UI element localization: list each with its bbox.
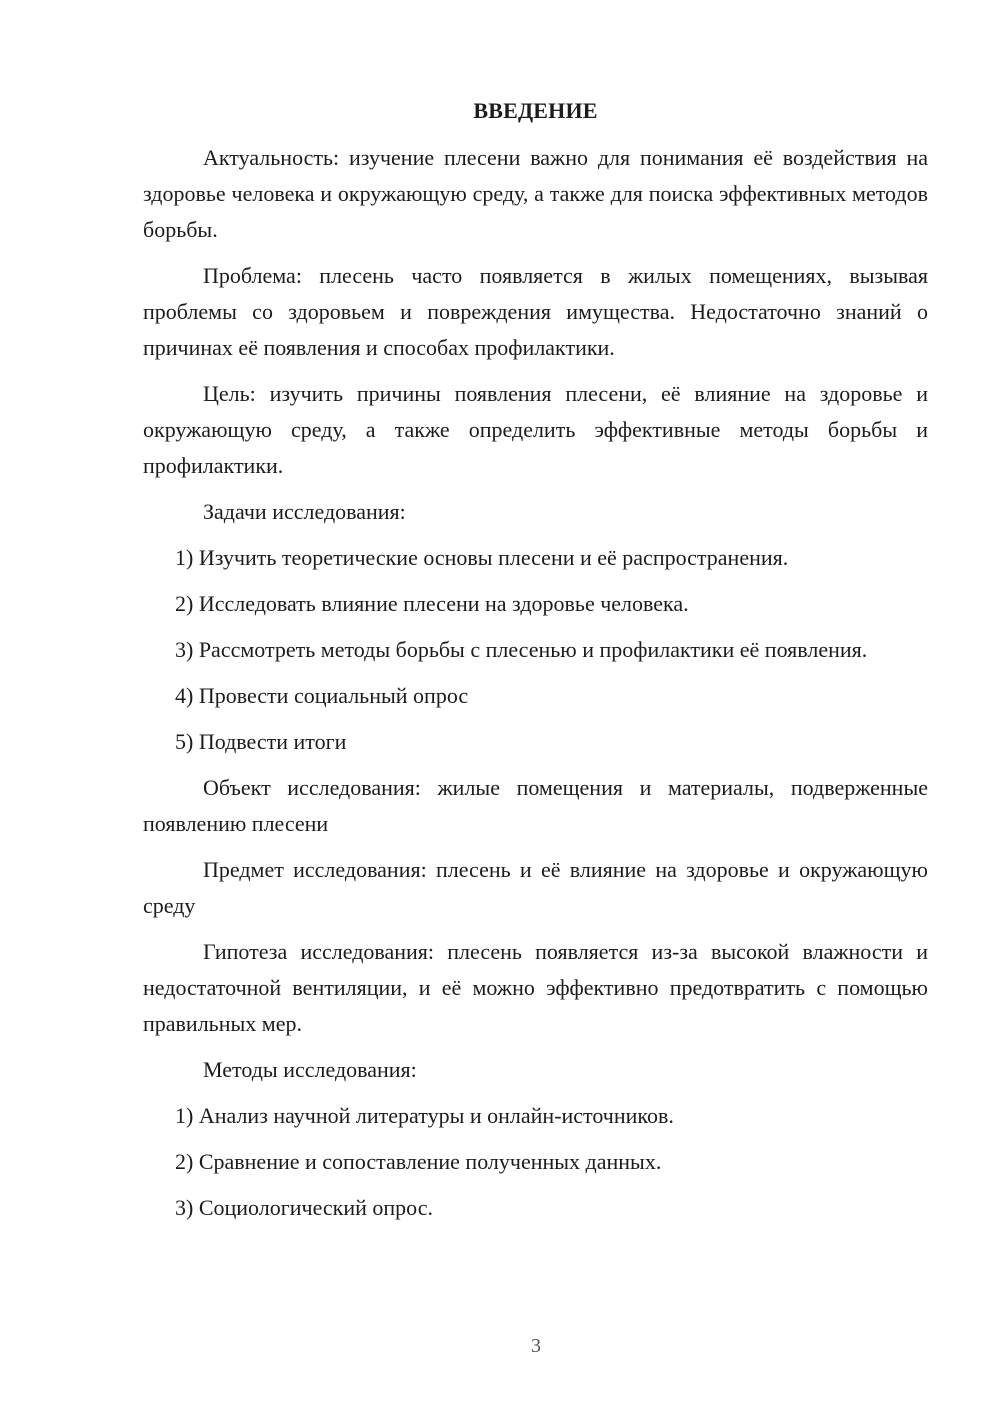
paragraph-object: Объект исследования: жилые помещения и материалы, подверженные появлению плесени	[143, 775, 928, 836]
section-title: ВВЕДЕНИЕ	[473, 98, 598, 123]
task-item-4: 4) Провести социальный опрос	[175, 683, 469, 708]
method-item-3: 3) Социологический опрос.	[175, 1195, 433, 1220]
task-item-3: 3) Рассмотреть методы борьбы с плесенью и профилактики её появления.	[175, 637, 868, 662]
method-item-1: 1) Анализ научной литературы и онлайн-источников.	[175, 1103, 674, 1128]
paragraph-tasks-heading: Задачи исследования:	[203, 499, 406, 524]
task-item-5: 5) Подвести итоги	[175, 729, 347, 754]
paragraph-subject: Предмет исследования: плесень и её влияние на здоровье и окружающую среду	[143, 857, 928, 918]
page-number: 3	[531, 1335, 541, 1357]
paragraph-methods-heading: Методы исследования:	[203, 1057, 417, 1082]
task-item-1: 1) Изучить теоретические основы плесени и её распространения.	[175, 545, 789, 570]
paragraph-problem: Проблема: плесень часто появляется в жилых помещениях, вызывая проблемы со здоровьем и повреждения имущества. Недостаточно знаний о причинах её появления и способах профилактики.	[143, 263, 928, 360]
page-content	[143, 96, 928, 1236]
paragraph-hypothesis: Гипотеза исследования: плесень появляется из-за высокой влажности и недостаточной вентиляции, и её можно эффективно предотвратить с помощью правильных мер.	[143, 939, 928, 1036]
method-item-2: 2) Сравнение и сопоставление полученных данных.	[175, 1149, 662, 1174]
task-item-2: 2) Исследовать влияние плесени на здоровье человека.	[175, 591, 689, 616]
paragraph-relevance: Актуальность: изучение плесени важно для понимания её воздействия на здоровье человека и окружающую среду, а также для поиска эффективных методов борьбы.	[143, 145, 928, 242]
paragraph-goal: Цель: изучить причины появления плесени, её влияние на здоровье и окружающую среду, а также определить эффективные методы борьбы и профилактики.	[143, 381, 928, 478]
